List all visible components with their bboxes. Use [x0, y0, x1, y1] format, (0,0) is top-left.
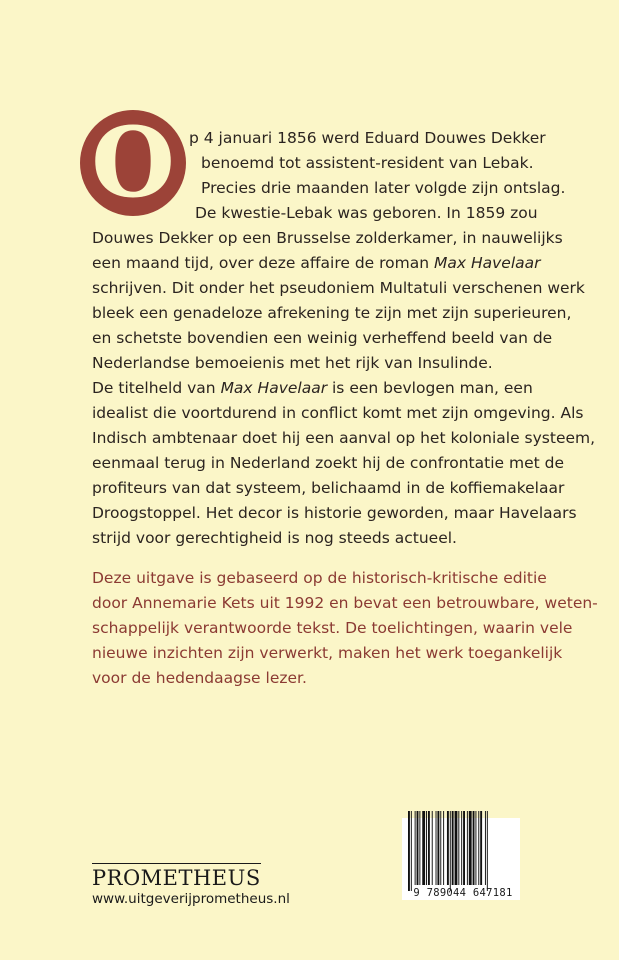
p1-line-5: Douwes Dekker op een Brusselse zolderkamer, in nauwelijks [92, 229, 563, 247]
barcode-bar [422, 811, 425, 885]
p1-line-8: bleek een genadeloze afrekening te zijn met zijn superieuren, [92, 304, 572, 322]
barcode [408, 811, 518, 891]
p2-line-6: Droogstoppel. Het decor is historie geworden, maar Havelaars [92, 504, 577, 522]
publisher-logo: PROMETHEUS [92, 866, 261, 890]
barcode-bar [480, 811, 482, 885]
barcode-bar [485, 811, 486, 885]
p3-line-4: nieuwe inzichten zijn verwerkt, maken het werk toegankelijk [92, 644, 563, 662]
barcode-bar [478, 811, 479, 885]
p2-line-7: strijd voor gerechtigheid is nog steeds actueel. [92, 529, 457, 547]
p1-line-6: een maand tijd, over deze affaire de roman Max Havelaar [92, 254, 541, 272]
barcode-bar [455, 811, 458, 885]
isbn-number: 9 789044 647181 [413, 887, 513, 899]
barcode-bar [443, 811, 444, 885]
barcode-bar [473, 811, 475, 885]
barcode-bar [440, 811, 441, 885]
barcode-bar [415, 811, 416, 885]
book-title: Max Havelaar [220, 379, 328, 397]
p3-line-1: Deze uitgave is gebaseerd op de historisch-kritische editie [92, 569, 547, 587]
barcode-bar [419, 811, 420, 885]
p2-line-2: idealist die voortdurend in conflict komt met zijn omgeving. Als [92, 404, 584, 422]
p2-line-3: Indisch ambtenaar doet hij een aanval op het koloniale systeem, [92, 429, 596, 447]
p3-line-2: door Annemarie Kets uit 1992 en bevat een betrouwbare, weten- [92, 594, 598, 612]
p1-line-3: Precies drie maanden later volgde zijn ontslag. [201, 179, 566, 197]
barcode-bar [426, 811, 427, 885]
barcode-bar [437, 811, 439, 885]
barcode-bar [417, 811, 419, 885]
p2-line-5: profiteurs van dat systeem, belichaamd in de koffiemakelaar [92, 479, 565, 497]
barcode-bar [452, 811, 454, 885]
p1-line-10: Nederlandse bemoeienis met het rijk van Insulinde. [92, 354, 493, 372]
barcode-bar [428, 811, 430, 885]
p2-line-1: De titelheld van Max Havelaar is een bevlogen man, een [92, 379, 533, 397]
drop-cap: O [80, 110, 186, 216]
barcode-bar [408, 811, 410, 891]
barcode-bar [447, 811, 449, 885]
barcode-bar [450, 811, 451, 891]
barcode-bar [461, 811, 462, 885]
barcode-bar [436, 811, 437, 885]
barcode-bar [411, 811, 412, 891]
barcode-bar [467, 811, 468, 885]
publisher-url: www.uitgeverijprometheus.nl [92, 891, 290, 907]
p1-line-4: De kwestie-Lebak was geboren. In 1859 zou [195, 204, 538, 222]
barcode-bar [487, 811, 488, 891]
p2-line-4: eenmaal terug in Nederland zoekt hij de confrontatie met de [92, 454, 564, 472]
book-title: Max Havelaar [434, 254, 541, 272]
barcode-bar [475, 811, 476, 885]
p3-line-5: voor de hedendaagse lezer. [92, 669, 307, 687]
p1-line-1: p 4 januari 1856 werd Eduard Douwes Dekker [189, 129, 546, 147]
barcode-bar [432, 811, 433, 885]
p1-line-7: schrijven. Dit onder het pseudoniem Multatuli verschenen werk [92, 279, 585, 297]
barcode-bar [458, 811, 459, 885]
p1-line-2: benoemd tot assistent-resident van Lebak. [201, 154, 534, 172]
barcode-bar [469, 811, 472, 885]
barcode-bar [463, 811, 465, 885]
p3-line-3: schappelijk verantwoorde tekst. De toelichtingen, waarin vele [92, 619, 573, 637]
p1-line-9: en schetste bovendien een weinig verheffend beeld van de [92, 329, 553, 347]
